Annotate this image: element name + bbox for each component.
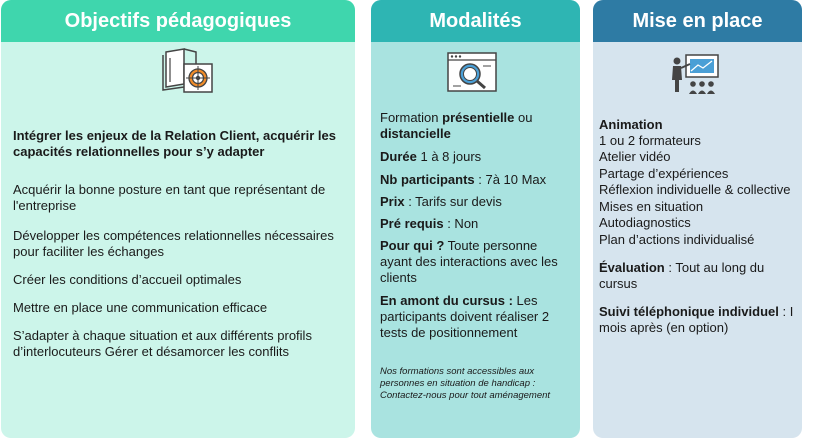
modalites-title: Modalités [371,0,580,42]
objectifs-title: Objectifs pédagogiques [1,0,355,42]
pour-qui-text: Pour qui ? Toute personne ayant des interactions avec les clients [380,238,558,285]
format-text: Formation présentielle ou distancielle [380,110,533,141]
browser-search-icon [445,50,501,96]
en-amont-text: En amont du cursus : Les participants doivent réaliser 2 tests de positionnement [380,293,550,340]
objectif-item: S’adapter à chaque situation et aux différents profils d’interlocuteurs Gérer et désamorcer les conflits [13,328,312,359]
animation-item: Autodiagnostics [599,215,691,230]
animation-item: Mises en situation [599,199,704,214]
objectifs-intro: Intégrer les enjeux de la Relation Client, acquérir les capacités relationnelles pour s’y adapter [13,128,336,159]
objectif-item: Développer les compétences relationnelles nécessaires pour faciliter les échanges [13,228,334,259]
animation-item: Partage d’expériences [599,166,729,181]
objectif-item: Créer les conditions d’accueil optimales [13,272,242,287]
objectif-item: Acquérir la bonne posture en tant que représentant de l'entreprise [13,182,326,213]
objectif-item: Mettre en place une communication efficace [13,300,268,315]
animation-label: Animation [599,117,663,132]
mise-en-place-title: Mise en place [593,0,802,42]
handicap-note: Nos formations sont accessibles aux personnes en situation de handicap : Contactez-nous pour tout aménagement [380,366,551,401]
suivi-text: Suivi téléphonique individuel : I mois après (en option) [599,304,794,335]
prix-text: Prix : Tarifs sur devis [380,194,502,209]
animation-item: Réflexion individuelle & collective [599,182,791,197]
animation-item: Atelier vidéo [599,149,671,164]
evaluation-text: Évaluation : Tout au long du cursus [599,260,765,291]
prerequis-text: Pré requis : Non [380,216,479,231]
book-target-icon [160,46,216,96]
participants-text: Nb participants : 7à 10 Max [380,172,547,187]
duree-text: Durée 1 à 8 jours [380,149,482,164]
animation-item: Plan d’actions individualisé [599,232,755,247]
animation-item: 1 ou 2 formateurs [599,133,701,148]
presentation-audience-icon [668,52,724,98]
